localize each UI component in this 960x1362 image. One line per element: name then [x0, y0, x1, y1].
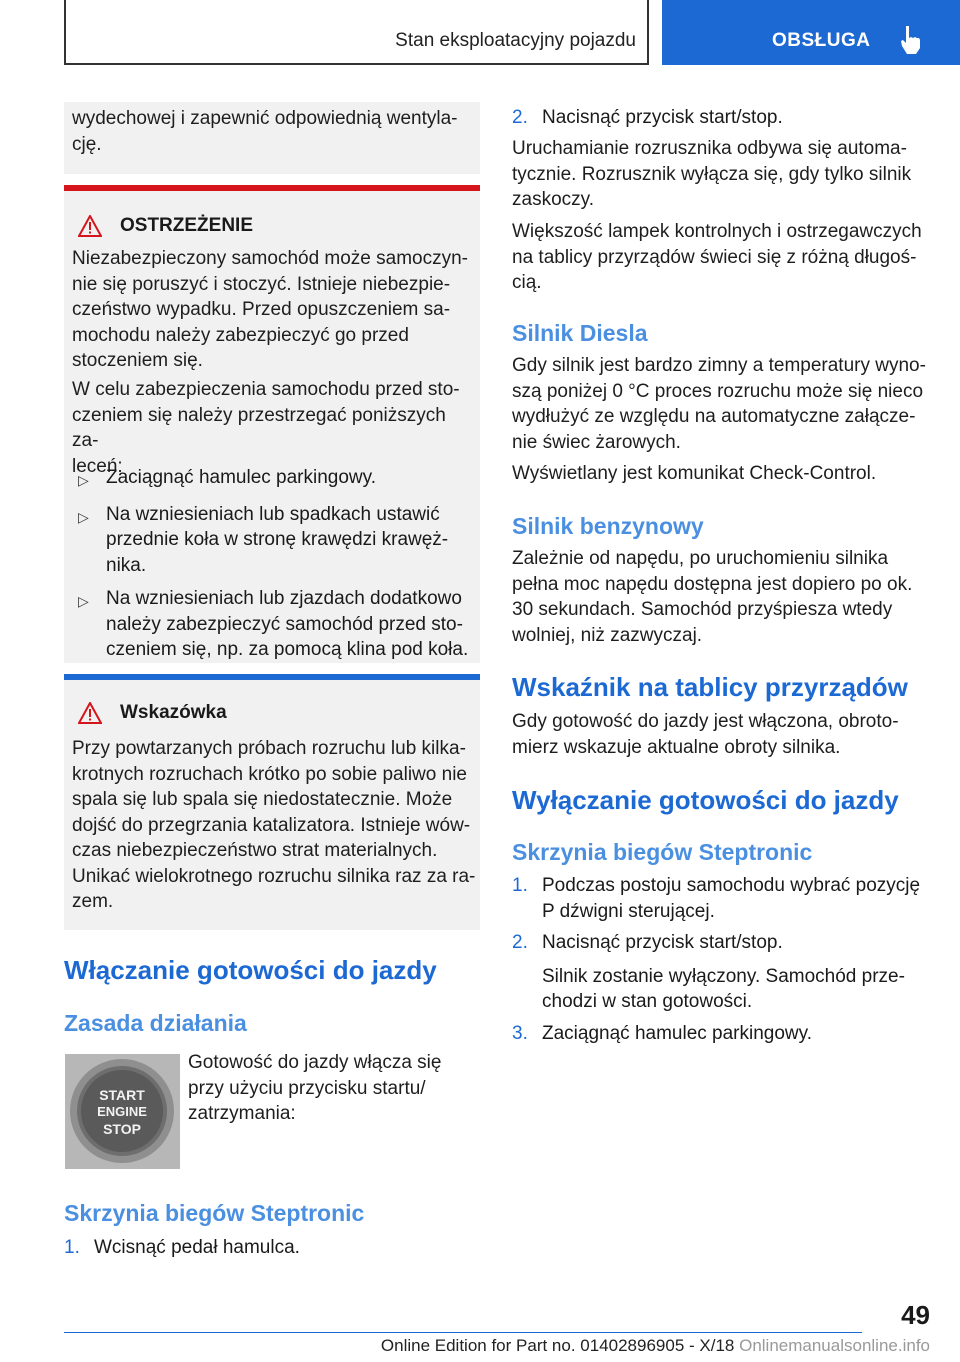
list-item	[512, 930, 932, 1015]
paragraph-petrol	[512, 546, 932, 648]
stop-label: STOP	[103, 1121, 141, 1137]
text-line: czeństwo wypadku. Przed opuszczeniem sa-	[72, 299, 451, 320]
text-line: wydłużyć ze względu na automatyczne załącze-	[512, 406, 916, 427]
footer-edition-text: Online Edition for Part no. 01402896905 - X/18	[380, 1336, 735, 1355]
text-line: zatrzymania:	[188, 1103, 296, 1124]
heading-diesel: Silnik Diesla	[512, 320, 648, 346]
list-item	[72, 586, 477, 663]
text-line: Gdy silnik jest bardzo zimny a temperatury wyno-	[512, 355, 926, 376]
text-line: Większość lampek kontrolnych i ostrzegawczych	[512, 221, 922, 242]
step-number: 2.	[512, 107, 528, 128]
text-line: Gotowość do jazdy włącza się	[188, 1052, 442, 1073]
list-item	[512, 873, 932, 924]
heading-principle: Zasada działania	[64, 1010, 247, 1036]
text-line: 30 sekundach. Samochód przyśpiesza wtedy	[512, 599, 893, 620]
engine-label: ENGINE	[97, 1104, 147, 1119]
text-line: krotnych rozruchach krótko po sobie paliwo nie	[72, 763, 467, 785]
text-line: nika.	[106, 554, 147, 576]
text-line: P dźwigni sterującej.	[542, 900, 715, 922]
text-line: Zaciągnąć hamulec parkingowy.	[106, 467, 377, 488]
text-line: należy zabezpieczyć samochód przed sto-	[106, 613, 463, 635]
warning-paragraph-1	[72, 246, 477, 374]
bullet-triangle-icon: ▷	[78, 472, 89, 488]
text-line: wolniej, niż zazwyczaj.	[512, 624, 703, 646]
start-engine-stop-icon	[65, 1054, 180, 1169]
heading-start-readiness: Włączanie gotowości do jazdy	[64, 955, 437, 985]
steps-list	[512, 873, 932, 1046]
text-line: Na wzniesieniach lub spadkach ustawić	[106, 503, 440, 525]
text-line: cią.	[512, 272, 542, 293]
heading-steptronic: Skrzynia biegów Steptronic	[64, 1200, 365, 1226]
text-line: szą poniżej 0 °C proces rozruchu może się nieco	[512, 380, 924, 402]
warning-triangle-icon	[78, 702, 102, 724]
header-right-border	[647, 0, 649, 64]
text-line: na tablicy przyrządów świeci się z różną długoś-	[512, 246, 917, 268]
paragraph-starter	[512, 136, 932, 213]
text-line: Na wzniesieniach lub zjazdach dodatkowo	[106, 588, 462, 609]
hand-pointer-icon	[898, 24, 926, 56]
text-line: zaskoczy.	[512, 189, 595, 210]
text-line: spala się lub spala się niedostatecznie. Może	[72, 789, 453, 810]
heading-steptronic-off: Skrzynia biegów Steptronic	[512, 839, 813, 865]
text-line: leceń:	[72, 455, 123, 477]
text-line: W celu zabezpieczenia samochodu przed sto-	[72, 379, 460, 400]
paragraph-lamps	[512, 219, 932, 296]
list-item	[64, 1235, 480, 1261]
footer-edition	[300, 1336, 930, 1356]
header-tab-label: OBSŁUGA	[772, 30, 871, 51]
header-left-border	[64, 0, 66, 64]
text-line: Unikać wielokrotnego rozruchu silnika raz za ra-	[72, 865, 476, 887]
text-line: chodzi w stan gotowości.	[542, 991, 753, 1012]
list-item	[72, 465, 477, 494]
hint-title: Wskazówka	[120, 702, 227, 723]
hint-header	[72, 702, 227, 724]
step-text: Nacisnąć przycisk start/stop.	[542, 107, 783, 128]
text-line: Gdy gotowość do jazdy jest włączona, obroto-	[512, 711, 899, 732]
text-line: czeniem się, np. za pomocą klina pod koła.	[106, 639, 469, 660]
text-line: przy użyciu przycisku startu/	[188, 1077, 426, 1099]
text-line: Silnik zostanie wyłączony. Samochód prze-	[542, 965, 905, 987]
warning-title: OSTRZEŻENIE	[120, 215, 254, 236]
list-item	[512, 105, 932, 131]
paragraph-gauge	[512, 709, 932, 760]
header-underline	[64, 63, 649, 65]
text-line: czeniem się należy przestrzegać poniższych za-	[72, 404, 446, 451]
text-line: mierz wskazuje aktualne obroty silnika.	[512, 736, 841, 758]
list-item	[512, 1021, 932, 1047]
warning-header	[72, 215, 253, 237]
step-number: 3.	[512, 1022, 528, 1044]
image-caption	[188, 1050, 478, 1127]
text-line: nie się poruszyć i stoczyć. Istnieje niebezpie-	[72, 273, 451, 295]
step-number: 1.	[512, 875, 528, 896]
footer-logo[interactable]: Onlinemanualsonline.info	[739, 1336, 930, 1355]
text-line: Niezabezpieczony samochód może samoczyn-	[72, 248, 469, 269]
step-number: 2.	[512, 932, 528, 953]
step-text: Wcisnąć pedał hamulca.	[94, 1237, 300, 1258]
text-line: Przy powtarzanych próbach rozruchu lub kilka-	[72, 738, 466, 759]
text-line: tycznie. Rozrusznik wyłącza się, gdy tylko silnik	[512, 163, 912, 185]
text-line: Zaciągnąć hamulec parkingowy.	[542, 1022, 813, 1044]
step-number: 1.	[64, 1237, 80, 1258]
footer-rule	[64, 1332, 862, 1333]
text-line: czas niebezpieczeństwo strat materialnych.	[72, 840, 438, 861]
warning-box	[64, 185, 480, 663]
bullet-triangle-icon: ▷	[78, 593, 89, 609]
warning-bullets	[72, 465, 477, 663]
text-line: przednie koła w stronę krawędzi krawęż-	[106, 529, 449, 550]
list-item	[72, 502, 477, 579]
continued-note-box	[64, 102, 480, 174]
paragraph-check-control: Wyświetlany jest komunikat Check-Control.	[512, 463, 877, 484]
start-stop-button-image	[65, 1054, 180, 1169]
page-number: 49	[901, 1300, 930, 1330]
text-line: Nacisnąć przycisk start/stop.	[542, 932, 783, 953]
paragraph-diesel	[512, 353, 932, 455]
text-line: Zależnie od napędu, po uruchomieniu silnika	[512, 548, 889, 569]
warning-triangle-icon	[78, 215, 102, 237]
hint-paragraph	[72, 736, 477, 915]
heading-petrol: Silnik benzynowy	[512, 513, 704, 539]
hint-box	[64, 674, 480, 930]
text-line: nie świec żarowych.	[512, 431, 681, 453]
heading-stop-readiness: Wyłączanie gotowości do jazdy	[512, 785, 899, 815]
start-label: START	[99, 1087, 145, 1103]
text-line: mochodu należy zabezpieczyć go przed	[72, 324, 409, 346]
text-line: stoczeniem się.	[72, 350, 203, 371]
warning-paragraph-2	[72, 377, 477, 479]
text-line: pełna moc napędu dostępna jest dopiero po ok.	[512, 573, 913, 595]
text-line: Podczas postoju samochodu wybrać pozycję	[542, 875, 921, 896]
continued-note-line: wydechowej i zapewnić odpowiednią wentyla-	[72, 108, 458, 129]
text-line: zem.	[72, 891, 114, 912]
header-section-title: Stan eksploatacyjny pojazdu	[395, 30, 636, 51]
bullet-triangle-icon: ▷	[78, 508, 89, 525]
header-tab[interactable]	[662, 0, 960, 65]
text-line: Uruchamianie rozrusznika odbywa się automa-	[512, 138, 907, 159]
continued-note-line: cję.	[72, 134, 102, 155]
heading-gauge: Wskaźnik na tablicy przyrządów	[512, 672, 908, 702]
text-line: dojść do przegrzania katalizatora. Istnieje wów-	[72, 814, 471, 836]
